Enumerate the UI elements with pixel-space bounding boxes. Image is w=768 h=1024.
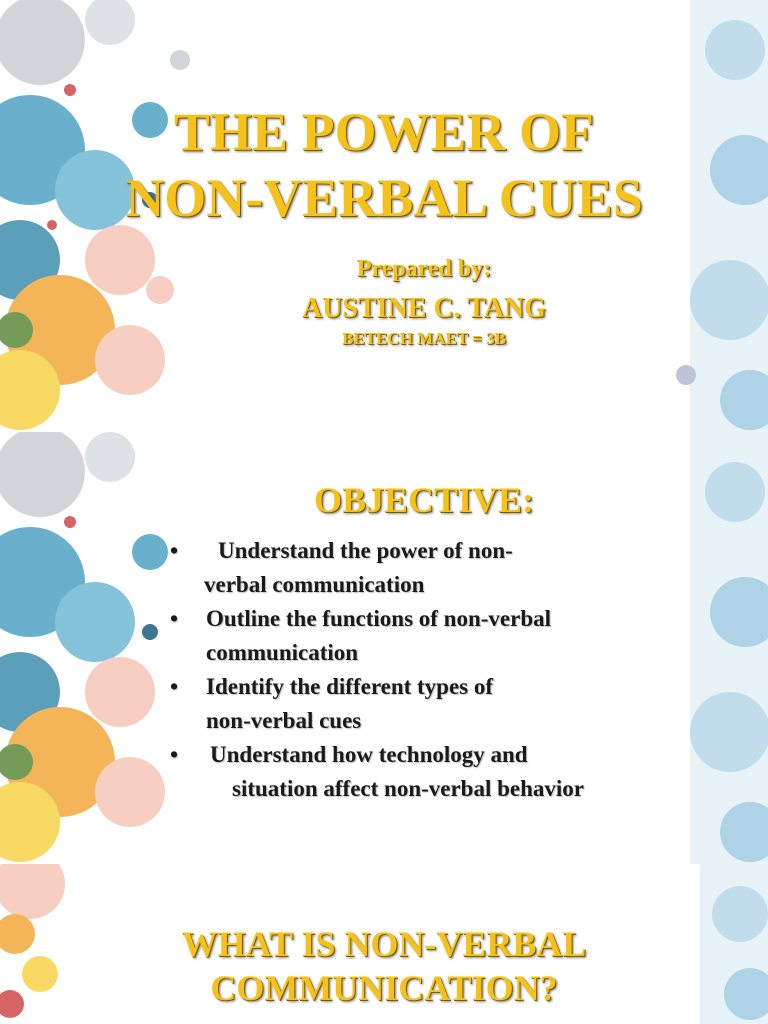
list-item-line: Understand the power of non- [218,538,513,563]
bullet-icon: • [170,606,179,631]
author-name: AUSTINE C. TANG [301,293,546,324]
bullet-icon: • [170,538,179,563]
list-item-line: verbal communication [204,572,425,597]
list-item [170,670,730,738]
objective-heading: OBJECTIVE: [313,480,535,520]
bullet-icon: • [170,674,179,699]
list-item [170,534,730,602]
list-item-line: Identify the different types of [206,674,494,699]
list-item [170,738,730,806]
list-item-line: non-verbal cues [206,708,362,733]
list-item [170,602,730,670]
definition-heading-line-1: WHAT IS NON-VERBAL [181,924,587,964]
course-label: BETECH MAET = 3B [342,329,506,348]
slide-objective [0,432,768,864]
bullet-icon: • [170,742,179,767]
list-item-line: Understand how technology and [210,742,528,767]
title-line-1: THE POWER OF [173,102,595,162]
list-item-line: situation affect non-verbal behavior [232,776,585,801]
slide-title [0,0,768,432]
objective-list [170,534,730,806]
list-item-line: communication [206,640,359,665]
list-item-line: Outline the functions of non-verbal [206,606,552,631]
definition-heading-line-2: COMMUNICATION? [210,968,558,1008]
slide-definition [0,864,768,1024]
title-line-2: NON-VERBAL CUES [125,168,643,228]
prepared-by-label: Prepared by: [356,256,492,282]
